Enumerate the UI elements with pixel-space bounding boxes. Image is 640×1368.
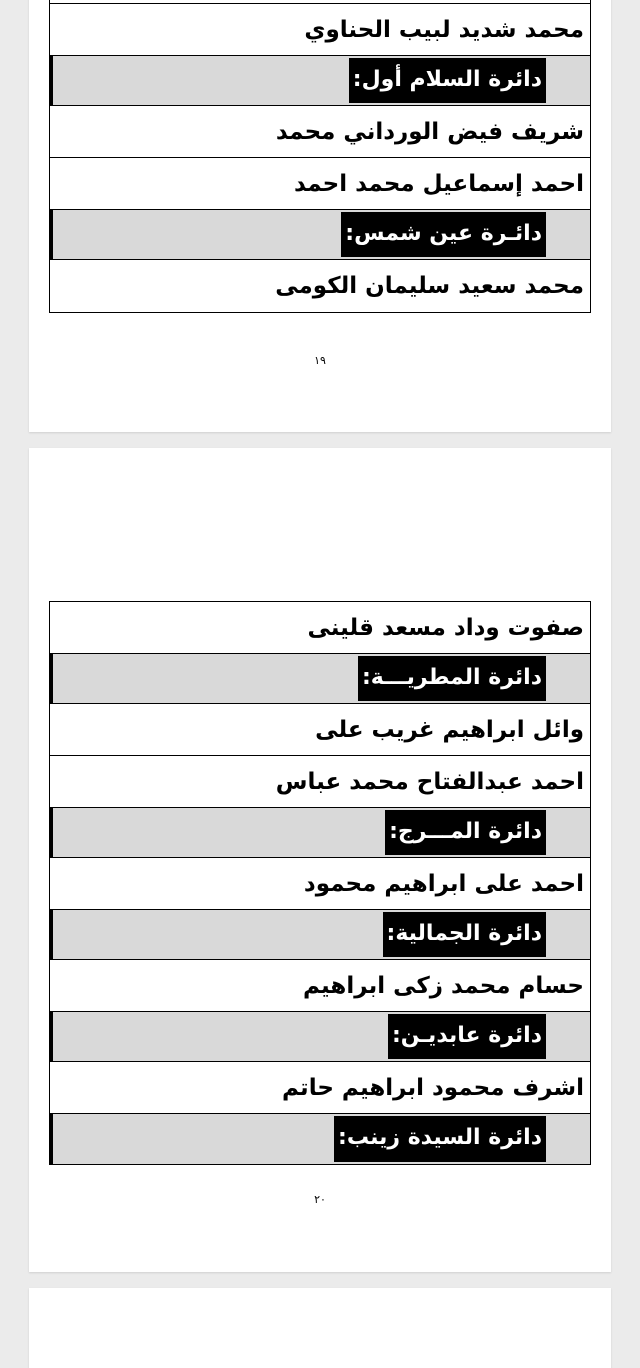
name-cell: حسام محمد زكى ابراهيم <box>303 972 584 999</box>
district-label: دائرة المـــرج: <box>385 810 546 855</box>
district-header-row <box>50 210 590 260</box>
table-row <box>50 106 590 158</box>
name-cell: محمد سعيد سليمان الكومى <box>275 273 584 299</box>
names-table <box>49 601 591 1165</box>
page-number: ١٩ <box>314 354 326 367</box>
name-cell: شريف فيض الورداني محمد <box>275 118 584 145</box>
district-header-row <box>50 808 590 858</box>
district-header-row <box>50 910 590 960</box>
table-row <box>50 858 590 910</box>
district-header-row <box>50 654 590 704</box>
page-number: ٢٠ <box>314 1193 326 1206</box>
name-cell: احمد على ابراهيم محمود <box>303 870 584 897</box>
district-label: دائرة الجمالية: <box>383 912 546 957</box>
district-header-row <box>50 1012 590 1062</box>
table-row <box>50 260 590 312</box>
district-label: دائرة السلام أول: <box>349 58 546 103</box>
district-header-row <box>50 56 590 106</box>
table-row <box>50 756 590 808</box>
table-row <box>50 602 590 654</box>
table-row <box>50 1062 590 1114</box>
names-table <box>49 0 591 313</box>
table-row <box>50 158 590 210</box>
district-label: دائرة السيدة زينب: <box>334 1116 546 1162</box>
name-cell: صفوت وداد مسعد قلينى <box>307 614 584 641</box>
name-cell: اشرف محمود ابراهيم حاتم <box>282 1074 584 1101</box>
name-cell: محمد شديد لبيب الحناوي <box>304 16 584 43</box>
district-label: دائرة المطريـــة: <box>358 656 546 701</box>
table-row <box>50 704 590 756</box>
district-header-row <box>50 1114 590 1164</box>
district-label: دائـرة عين شمس: <box>341 212 546 257</box>
name-cell: احمد إسماعيل محمد احمد <box>293 170 584 197</box>
document-page-19 <box>29 0 611 432</box>
district-label: دائرة عابديـن: <box>388 1014 546 1059</box>
table-row <box>50 4 590 56</box>
document-page-20 <box>29 448 611 1272</box>
table-row <box>50 960 590 1012</box>
name-cell: وائل ابراهيم غريب على <box>315 716 584 743</box>
name-cell: احمد عبدالفتاح محمد عباس <box>275 768 584 795</box>
document-page-next <box>29 1288 611 1368</box>
